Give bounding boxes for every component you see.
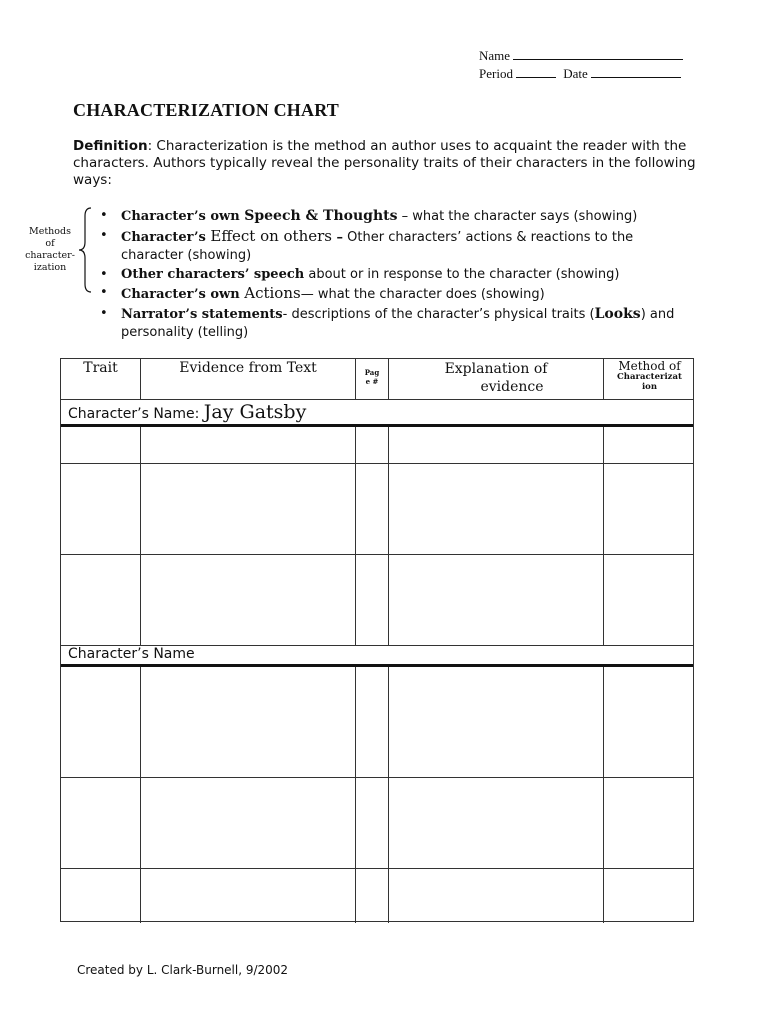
date-blank[interactable] (591, 66, 681, 78)
side-label-line: of (45, 238, 55, 249)
footer-credit: Created by L. Clark-Burnell, 9/2002 (77, 963, 289, 977)
header-trait: Trait (83, 360, 118, 376)
header-page: Pag e # (364, 368, 380, 386)
character-name-row-1 (68, 401, 306, 423)
side-label-line: character- (25, 250, 75, 261)
characterization-table (60, 358, 694, 922)
list-item: • Character’s own Speech & Thoughts – what the character says (showing) (98, 207, 698, 227)
character-name-row-2 (68, 646, 195, 662)
character-name-label: Character’s Name (68, 646, 195, 662)
page-title: CHARACTERIZATION CHART (73, 100, 339, 120)
header-explanation: Explanation of evidence (444, 361, 548, 395)
definition-text: : Characterization is the method an author uses to acquaint the reader with the characters. Authors typically reveal the personality traits of their characters in the following ways: (73, 138, 696, 188)
header-method: Method of Characterizat ion (617, 359, 682, 392)
date-label: Date (563, 66, 588, 81)
definition-paragraph (73, 138, 703, 189)
character-name-value[interactable]: Jay Gatsby (203, 401, 307, 423)
name-field[interactable] (479, 48, 683, 64)
side-label-line: Methods (29, 226, 71, 237)
list-item: • Character’s Effect on others – Other characters’ actions & reactions to the character (showing) (98, 227, 698, 266)
methods-side-label (22, 226, 78, 274)
name-label: Name (479, 48, 511, 63)
name-blank[interactable] (513, 48, 683, 60)
side-label-line: ization (33, 262, 67, 273)
definition-label: Definition (73, 138, 148, 154)
list-item: • Character’s own Actions— what the character does (showing) (98, 284, 698, 305)
character-name-label: Character’s Name: (68, 406, 204, 422)
list-item: • Narrator’s statements- descriptions of the character’s physical traits (Looks) and personality (telling) (98, 305, 698, 343)
period-blank[interactable] (516, 66, 556, 78)
header-evidence: Evidence from Text (179, 360, 317, 376)
list-item: • Other characters’ speech about or in response to the character (showing) (98, 266, 698, 285)
methods-list (98, 207, 698, 343)
curly-brace-icon (77, 206, 93, 294)
period-date-field (479, 66, 681, 82)
period-label: Period (479, 66, 513, 81)
